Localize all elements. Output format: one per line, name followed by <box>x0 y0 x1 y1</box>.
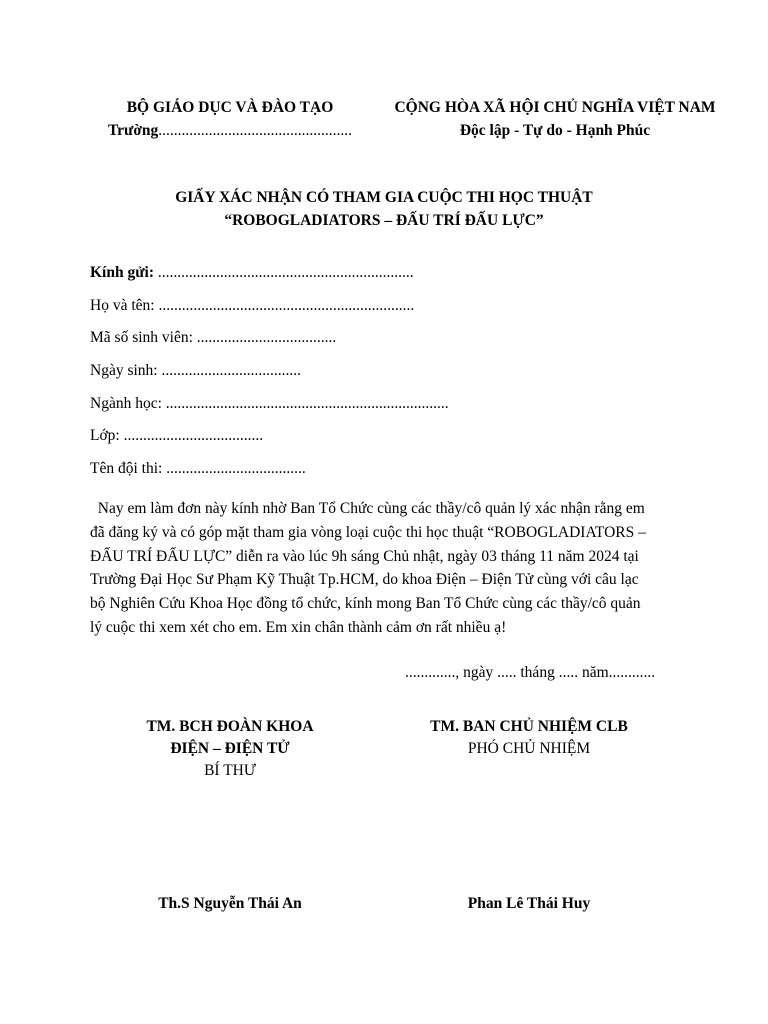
field-class <box>90 425 263 447</box>
body-line: Trường Đại Học Sư Phạm Kỹ Thuật Tp.HCM, do khoa Điện – Điện Tử cùng với câu lạc <box>90 571 639 589</box>
field-blank: .................................... <box>157 362 301 379</box>
header-left-block <box>70 96 390 142</box>
field-label: Họ và tên: <box>90 297 155 314</box>
body-paragraph <box>90 497 690 640</box>
field-student-id <box>90 327 336 349</box>
field-blank: .................................... <box>162 460 306 477</box>
signer-role: BÍ THƯ <box>204 762 256 779</box>
field-label: Mã số sinh viên: <box>90 329 193 346</box>
field-blank: .................................... <box>192 329 337 346</box>
title-line-2: “ROBOGLADIATORS – ĐẤU TRÍ ĐẤU LỰC” <box>224 212 544 229</box>
field-birth-date <box>90 360 301 382</box>
field-full-name <box>90 295 414 317</box>
field-label: Tên đội thi: <box>90 460 163 477</box>
body-line: đã đăng ký và có góp mặt tham gia vòng loại cuộc thi học thuật “ROBOGLADIATORS – <box>90 523 646 541</box>
title-line-1: GIẤY XÁC NHẬN CÓ THAM GIA CUỘC THI HỌC THUẬT <box>175 189 593 206</box>
field-major <box>90 393 449 415</box>
nation-name: CỘNG HÒA XÃ HỘI CHỦ NGHĨA VIỆT NAM <box>394 99 716 116</box>
signer-name-right: Phan Lê Thái Huy <box>467 895 591 912</box>
document-title <box>0 186 768 232</box>
signature-block-left <box>110 716 350 782</box>
school-blank: .................................................. <box>158 122 353 139</box>
field-blank: .................................................................. <box>154 264 414 281</box>
signer-org-line-1: TM. BCH ĐOÀN KHOA <box>146 718 314 735</box>
field-team-name <box>90 458 306 480</box>
school-label: Trường <box>107 122 159 139</box>
field-recipient <box>90 262 414 284</box>
body-line: ĐẤU TRÍ ĐẤU LỰC” diễn ra vào lúc 9h sáng Chủ nhật, ngày 03 tháng 11 năm 2024 tại <box>90 547 639 565</box>
body-line: Nay em làm đơn này kính nhờ Ban Tổ Chức cùng các thầy/cô quản lý xác nhận rằng em <box>90 500 645 517</box>
signer-name-left: Th.S Nguyễn Thái An <box>158 895 302 912</box>
header-right-block <box>370 96 740 142</box>
field-label: Ngành học: <box>90 395 162 412</box>
signer-role: PHÓ CHỦ NHIỆM <box>467 740 591 757</box>
body-line: bộ Nghiên Cứu Khoa Học đồng tổ chức, kính mong Ban Tổ Chức cùng các thầy/cô quản <box>90 595 641 613</box>
school-line <box>70 119 390 142</box>
ministry-name: BỘ GIÁO DỤC VÀ ĐÀO TẠO <box>126 99 334 116</box>
field-label: Lớp: <box>90 427 120 444</box>
field-blank: ......................................................................... <box>161 395 449 412</box>
field-label: Ngày sinh: <box>90 362 158 379</box>
signature-block-right <box>400 716 658 760</box>
field-blank: .................................... <box>119 427 264 444</box>
signer-org-line-2: ĐIỆN – ĐIỆN TỬ <box>170 740 290 757</box>
date-line: ............., ngày ..... tháng ..... năm............ <box>405 664 656 681</box>
national-motto: Độc lập - Tự do - Hạnh Phúc <box>459 122 651 139</box>
body-line: lý cuộc thi xem xét cho em. Em xin chân thành cảm ơn rất nhiều ạ! <box>90 618 507 636</box>
field-blank: .................................................................. <box>154 297 415 314</box>
field-label: Kính gửi: <box>90 264 154 281</box>
signer-org-line-1: TM. BAN CHỦ NHIỆM CLB <box>430 718 628 735</box>
